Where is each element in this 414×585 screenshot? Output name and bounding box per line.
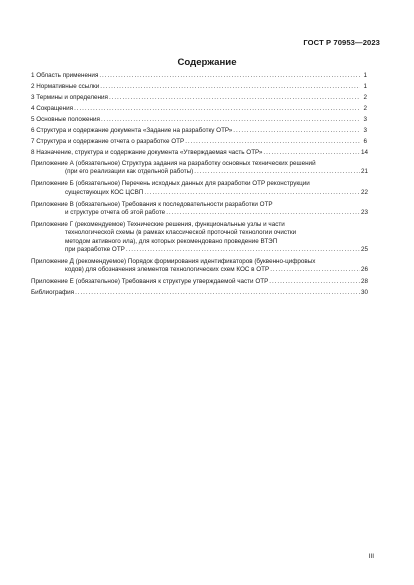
toc-entry-title: 4 Сокращения <box>31 105 74 112</box>
toc-entry-title-line: Приложение Б (обязательное) Перечень исходных данных для разработки ОТР реконструкции <box>31 180 310 188</box>
toc-entry-title: 7 Структура и содержание отчета о разработке ОТР <box>31 138 185 145</box>
toc-entry-page: 22 <box>361 188 369 196</box>
toc-entry-page: 1 <box>363 83 367 90</box>
toc-entry[interactable] <box>31 289 367 297</box>
toc-entry-title: Приложение Е (обязательное) Требования к структуре утверждаемой части ОТР <box>31 278 269 286</box>
toc-entry[interactable] <box>31 138 367 146</box>
toc-entry-title: и структуре отчета об этой работе <box>65 209 166 217</box>
dot-leader <box>101 116 360 124</box>
toc-entry-title: 5 Основные положения <box>31 116 100 123</box>
toc-entry-page: 26 <box>361 266 369 274</box>
toc-entry-page: 2 <box>363 105 367 112</box>
toc-entry-title-line: Приложение Д (рекомендуемое) Порядок формирования идентификаторов (буквенно-цифровых <box>31 258 316 266</box>
toc-entry-title-line: Приложение А (обязательное) Структура задания на разработку основных технических решений <box>31 160 316 167</box>
table-of-contents <box>31 72 367 300</box>
toc-entry-title: 8 Назначение, структура и содержание документа «Утверждаемая часть ОТР» <box>31 149 263 156</box>
dot-leader <box>109 94 360 102</box>
toc-entry[interactable] <box>31 258 367 274</box>
toc-entry-title: 6 Структура и содержание документа «Задание на разработку ОТР» <box>31 127 233 134</box>
toc-entry-title: Библиография <box>31 289 75 297</box>
toc-entry-title: 3 Термины и определения <box>31 94 108 101</box>
toc-entry[interactable] <box>31 127 367 135</box>
toc-entry-title: кодов) для обозначения элементов технологических схем КОС в ОТР <box>65 266 270 274</box>
toc-entry-page: 30 <box>361 289 369 297</box>
dot-leader <box>263 149 360 157</box>
toc-entry[interactable] <box>31 83 367 91</box>
toc-entry-title-line: технологической схемы (в рамках классической проточной технологии очистки <box>65 229 297 237</box>
toc-entry-page: 21 <box>361 168 369 176</box>
toc-entry-title: 1 Область применения <box>31 72 99 79</box>
toc-entry[interactable] <box>31 201 367 217</box>
document-code: ГОСТ Р 70953—2023 <box>303 38 380 47</box>
dot-leader <box>185 138 360 146</box>
toc-entry-title: 2 Нормативные ссылки <box>31 83 100 90</box>
toc-entry-title: при разработке ОТР <box>65 245 125 253</box>
toc-entry-title-line: Приложение Г (рекомендуемое) Технические решения, функциональные узлы и части <box>31 221 285 229</box>
toc-entry-page: 28 <box>361 278 369 286</box>
toc-entry-title-line: Приложение В (обязательное) Требования к последовательности разработки ОТР <box>31 200 273 208</box>
dot-leader <box>144 189 360 197</box>
toc-entry[interactable] <box>31 180 367 196</box>
dot-leader <box>194 168 360 176</box>
toc-entry[interactable] <box>31 105 367 113</box>
dot-leader <box>126 246 360 254</box>
dot-leader <box>270 266 360 274</box>
toc-title: Содержание <box>177 57 237 68</box>
dot-leader <box>74 105 360 113</box>
toc-entry-page: 3 <box>363 116 367 123</box>
toc-entry[interactable] <box>31 160 367 176</box>
toc-entry[interactable] <box>31 149 367 157</box>
toc-entry[interactable] <box>31 221 367 254</box>
dot-leader <box>233 127 360 135</box>
dot-leader <box>269 278 360 286</box>
dot-leader <box>99 72 360 80</box>
toc-entry-page: 23 <box>361 209 369 217</box>
toc-entry[interactable] <box>31 72 367 80</box>
toc-entry-page: 14 <box>361 149 369 156</box>
page-number: III <box>368 553 374 560</box>
toc-entry[interactable] <box>31 116 367 124</box>
toc-entry-page: 3 <box>363 127 367 134</box>
toc-entry-title-line: методом активного ила), для которых рекомендовано проведение ВТЭП <box>65 237 278 245</box>
toc-entry[interactable] <box>31 94 367 102</box>
dot-leader <box>166 209 360 217</box>
dot-leader <box>75 289 360 297</box>
toc-entry[interactable] <box>31 278 367 286</box>
toc-entry-page: 25 <box>361 245 369 253</box>
toc-entry-page: 1 <box>363 72 367 79</box>
toc-entry-title: существующих КОС ЦСВП <box>65 188 144 196</box>
toc-entry-title: (при его реализации как отдельной работы) <box>65 168 194 176</box>
toc-entry-page: 6 <box>363 138 367 145</box>
toc-entry-page: 2 <box>363 94 367 101</box>
dot-leader <box>100 83 360 91</box>
